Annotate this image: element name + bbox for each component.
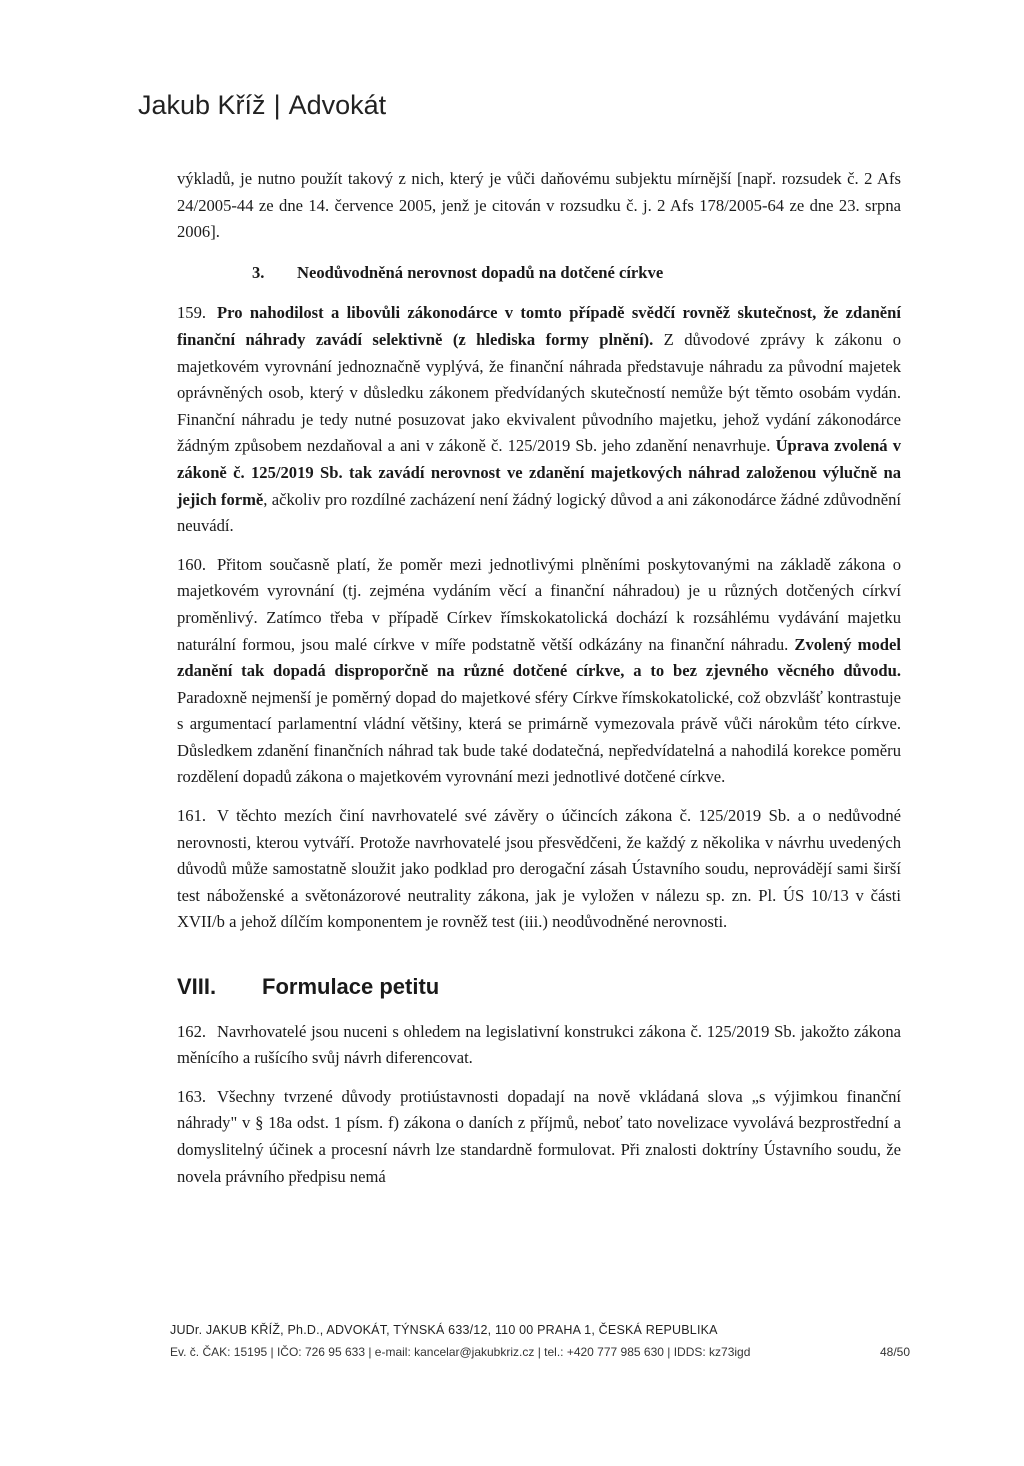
subheading-text: Neodůvodněná nerovnost dopadů na dotčené církve [297,262,664,282]
paragraph-159-bold-2: Úprava zvolená v zákoně č. 125/2019 Sb. tak zavádí nerovnost ve zdanění majetkových náhrad založenou výlučně na jejich formě [177,436,901,509]
subheading-number: 3. [252,262,265,282]
paragraph-162 [177,1019,901,1072]
paragraph-160-text-2: Paradoxně nejmenší je poměrný dopad do majetkové sféry Církve římskokatolické, což obzvlášť kontrastuje s argumentací parlamentní vládní většiny, která se primárně vymezovala právě vůči nárokům této církve. Důsledkem zdanění finančních náhrad tak bude také dodatečná, nepředvídatelná a nahodilá korekce poměru rozdělení dopadů zákona o majetkovém vyrovnání mezi jednotlivé dotčené církve. [177,687,901,787]
paragraph-number: 159. [177,303,207,323]
paragraph-161 [177,803,901,936]
paragraph-161-text: V těchto mezích činí navrhovatelé své závěry o účincích zákona č. 125/2019 Sb. a o nedůvodné nerovnosti, kterou vytváří. Protože navrhovatelé jsou přesvědčeni, že každý z několika v návrhu uvedených důvodů může samostatně sloužit jako podklad pro derogační zásah Ústavního soudu, neprovádějí sami širší test náboženské a světonázorové neutrality zákona, jak je vyložen v nálezu sp. zn. Pl. ÚS 10/13 v části XVII/b a jehož dílčím komponentem je rovněž test (iii.) neodůvodněné nerovnosti. [177,806,901,932]
paragraph-number: 163. [177,1086,207,1106]
document-body [177,166,901,1190]
section-title: Formulace petitu [262,974,440,1000]
header-name: Jakub Kříž [138,90,266,120]
paragraph-number: 160. [177,554,207,574]
paragraph-number: 161. [177,806,207,826]
paragraph-159 [177,300,901,539]
paragraph-163 [177,1084,901,1190]
header-separator: | [273,90,281,120]
page-header [138,90,386,121]
footer-contact-row [170,1345,910,1359]
page-footer [170,1323,910,1359]
footer-address: JUDr. JAKUB KŘÍŽ, Ph.D., ADVOKÁT, TÝNSKÁ 633/12, 110 00 PRAHA 1, ČESKÁ REPUBLIKA [170,1323,718,1337]
paragraph-160-bold-1: Zvolený model zdanění tak dopadá disproporčně na různé dotčené církve, a to bez zjevného věcného důvodu. [177,634,901,681]
subheading [177,260,901,287]
paragraph-number: 162. [177,1021,207,1041]
section-number: VIII. [177,974,217,1000]
paragraph-159-text-1: Z důvodové zprávy k zákonu o majetkovém vyrovnání jednoznačně vyplývá, že finanční náhrada představuje náhradu za původní majetek oprávněných osob, který v důsledku zákonem předvídaných skutečností nemůže být těmto osobám vydán. Finanční náhradu je tedy nutné posuzovat jako ekvivalent původního majetku, jehož vydání zákonodárce žádným způsobem nezdaňoval a ani v zákoně č. 125/2019 Sb. jeho zdanění nenavrhuje. [177,329,901,456]
section-heading [177,974,901,1001]
paragraph-163-text: Všechny tvrzené důvody protiústavnosti dopadají na nově vkládaná slova „s výjimkou finanční náhrady" v § 18a odst. 1 písm. f) zákona o daních z příjmů, neboť tato novelizace vyvolává bezprostřední a domyslitelný účinek a procesní návrh lze standardně formulovat. Při znalosti doktríny Ústavního soudu, že novela právního předpisu nemá [177,1086,901,1186]
paragraph-160-text-1: Přitom současně platí, že poměr mezi jednotlivými plněními poskytovanými na základě zákona o majetkovém vyrovnání (tj. zejména vydáním věcí a finanční náhradou) je u různých dotčených církví proměnlivý. Zatímco třeba v případě Církev římskokatolická dochází k rozsáhlému vydávání majetku naturální formou, jsou malé církve v míře podstatně větší odkázány na finanční náhradu. [177,554,901,654]
paragraph-160 [177,552,901,791]
header-title: Advokát [288,90,387,120]
paragraph-intro: výkladů, je nutno použít takový z nich, který je vůči daňovému subjektu mírnější [např. rozsudek č. 2 Afs 24/2005-44 ze dne 14. července 2005, jenž je citován v rozsudku č. j. 2 Afs 178/2005-64 ze dne 23. srpna 2006]. [177,169,901,242]
paragraph-159-bold-1: Pro nahodilost a libovůli zákonodárce v tomto případě svědčí rovněž skutečnost, že zdanění finanční náhrady zavádí selektivně (z hlediska formy plnění). [177,303,901,349]
page-number: 48/50 [879,1345,910,1359]
footer-contact: Ev. č. ČAK: 15195 | IČO: 726 95 633 | e-mail: kancelar@jakubkriz.cz | tel.: +420 777 985 630 | IDDS: kz73igd [170,1345,751,1359]
paragraph-162-text: Navrhovatelé jsou nuceni s ohledem na legislativní konstrukci zákona č. 125/2019 Sb. jakožto zákona měnícího a rušícího svůj návrh diferencovat. [177,1021,901,1068]
paragraph-159-text-2: , ačkoliv pro rozdílné zacházení není žádný logický důvod a ani zákonodárce žádné zdůvodnění neuvádí. [177,489,901,536]
